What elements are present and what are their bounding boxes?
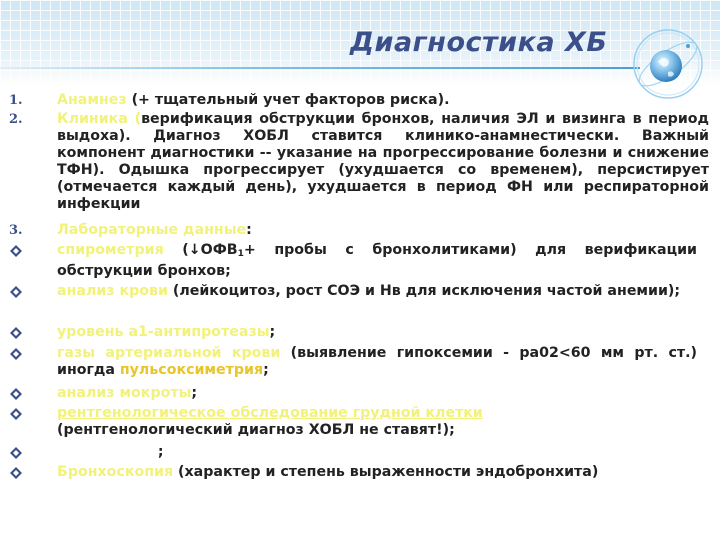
- slide-title: Диагностика ХБ: [350, 27, 608, 58]
- item-key: Клиника: [57, 111, 128, 127]
- item-text: [57, 242, 697, 280]
- globe-icon: [632, 28, 704, 100]
- item-rest: ;: [191, 385, 198, 401]
- item-rest-b: ;: [263, 362, 269, 378]
- diamond-bullet-icon: [10, 327, 40, 344]
- item-rest-a: (выявление гипоксемии - ра02<60 мм рт. ст.) иногда: [57, 345, 697, 378]
- item-rest: (рентгенологический диагноз ХОБЛ не ставят!);: [57, 422, 455, 438]
- item-text: [57, 222, 709, 239]
- item-rest: ;: [157, 444, 164, 460]
- item-key: рентгенологическое обследование грудной клетки: [57, 405, 483, 421]
- item-rest: (лейкоцитоз, рост СОЭ и Нв для исключения частой анемии);: [167, 283, 681, 299]
- item-key2: пульсоксиметрия: [119, 362, 264, 378]
- item-key: анализ крови: [57, 283, 168, 299]
- item-text: [57, 444, 709, 461]
- item-text: [57, 405, 547, 439]
- header-fade: [0, 60, 720, 88]
- title-rule: [0, 67, 640, 69]
- item-key: ЭКГ и ЭхоКГ: [57, 444, 158, 460]
- item-rest: верификация обструкции бронхов, наличия ЭЛ и визинга в период выдоха). Диагноз ХОБЛ ставится клинико-анамнестически. Важный компонент диагностики -- указание на прогрессирование болезни и снижение ТФН). Одышка прогрессирует (ухудшается со временем), персистирует (отмечается каждый день), ухудшается в период ФН или респираторной инфекции: [57, 111, 709, 212]
- item-rest-a: (↓ОФВ: [163, 242, 238, 258]
- item-text: [57, 385, 709, 402]
- diamond-bullet-icon: [10, 388, 40, 405]
- diamond-bullet-icon: [10, 467, 40, 484]
- item-key: Бронхоскопия: [57, 464, 174, 480]
- item-sub: 1: [237, 249, 244, 259]
- item-number: 1.: [9, 93, 23, 108]
- item-text: [57, 464, 709, 481]
- item-text: [57, 92, 709, 109]
- diamond-bullet-icon: [10, 286, 40, 303]
- item-rest: (характер и степень выраженности эндобронхита): [173, 464, 599, 480]
- item-rest: (+ тщательный учет факторов риска).: [126, 92, 450, 108]
- item-text: [57, 345, 697, 379]
- item-key: уровень а1-антипротеазы: [57, 324, 270, 340]
- item-text: [57, 283, 697, 300]
- item-bracket: (: [127, 111, 142, 127]
- item-text: [57, 111, 709, 213]
- diamond-bullet-icon: [10, 348, 40, 365]
- item-key: Анамнез: [57, 92, 127, 108]
- diamond-bullet-icon: [10, 447, 40, 464]
- item-rest: ;: [269, 324, 276, 340]
- item-key: спирометрия: [57, 242, 164, 258]
- item-key: Лабораторные данные: [57, 222, 247, 238]
- item-key: газы артериальной крови: [57, 345, 281, 361]
- item-key: анализ мокроты: [57, 385, 192, 401]
- item-rest-b: + пробы с бронхолитиками) для верификации обструкции бронхов;: [57, 242, 697, 279]
- diamond-bullet-icon: [10, 408, 40, 425]
- item-number: 3.: [9, 223, 23, 238]
- item-text: [57, 324, 709, 341]
- item-number: 2.: [9, 112, 23, 127]
- item-rest: :: [246, 222, 252, 238]
- diamond-bullet-icon: [10, 245, 40, 262]
